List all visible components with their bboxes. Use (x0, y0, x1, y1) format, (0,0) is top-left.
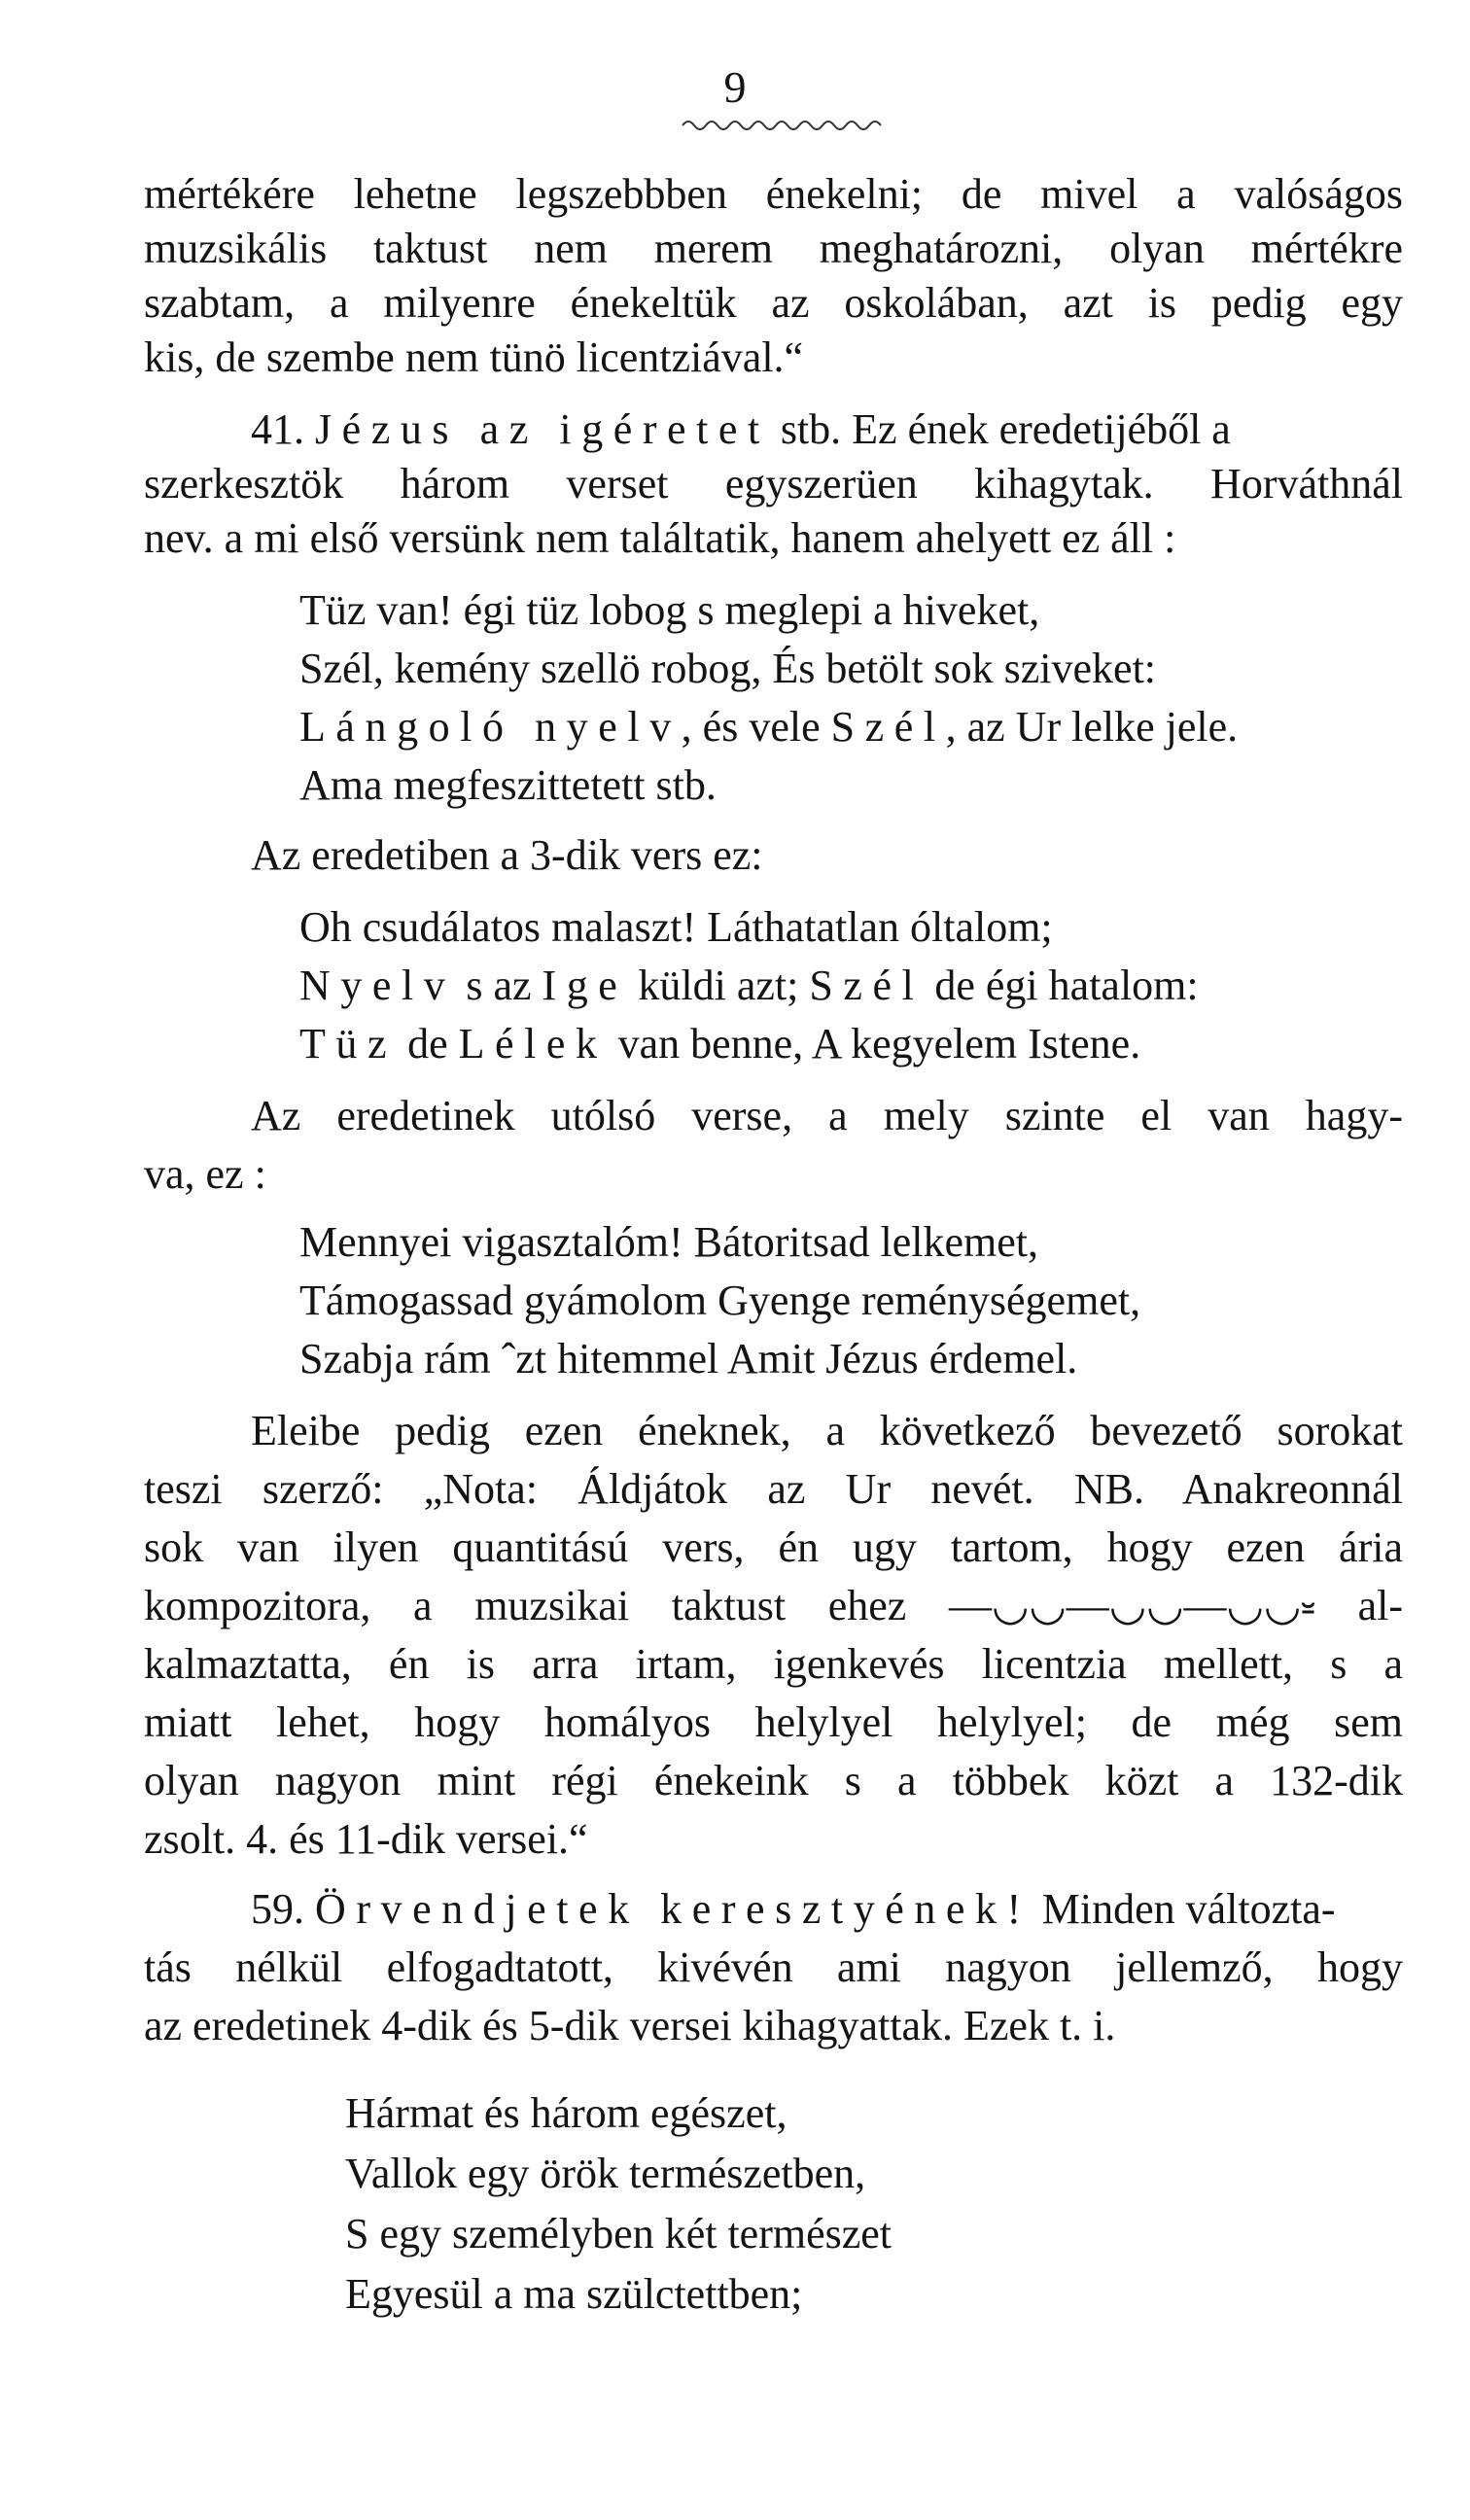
verse-line: Ama megfeszittetett stb. (299, 761, 717, 809)
verse-line: Szél, kemény szellö robog, És betölt sok sziveket: (299, 645, 1157, 692)
text-fragment: van benne, A kegyelem Istene. (607, 1020, 1141, 1068)
verse-line: Vallok egy örök természetben, (345, 2150, 866, 2197)
hymn-title: Örvendjetek keresztyének! (315, 1885, 1032, 1933)
text-line (144, 1579, 1403, 1633)
emphasis: Nyelv (299, 962, 456, 1009)
text-fragment: kompozitora, a muzsikai taktust ehez (144, 1582, 949, 1629)
emphasis: Lángoló nyelv (299, 703, 682, 751)
text-line: az eredetinek 4-dik és 5-dik versei kihagyattak. Ezek t. i. (144, 2002, 1116, 2049)
hymn-number: 41. (251, 405, 315, 453)
text-line: kalmaztatta, én is arra irtam, igenkevés licentzia mellett, s a (144, 1640, 1403, 1688)
verse-line: Egyesül a ma szülctettben; (345, 2270, 803, 2318)
text-line: szabtam, a milyenre énekeltük az oskolában, azt is pedig egy (144, 279, 1403, 327)
emphasis: Szél (809, 962, 925, 1009)
verse-line: Szabja rám ˆzt hitemmel Amit Jézus érdemel. (299, 1335, 1078, 1382)
text-line: szerkesztök három verset egyszerüen kihagytak. Horváthnál (144, 460, 1403, 508)
emphasis: Lélek (458, 1020, 608, 1068)
hymn-number: 59. (251, 1885, 315, 1933)
verse-line: Támogassad gyámolom Gyenge reménységemet, (299, 1277, 1141, 1324)
text-fragment: , és vele (681, 703, 831, 751)
text-line: olyan nagyon mint régi énekeink s a többek közt a 132-dik (144, 1757, 1403, 1804)
text-line: teszi szerző: „Nota: Áldjátok az Ur nevét. NB. Anakreonnál (144, 1465, 1403, 1513)
verse-line (299, 700, 1238, 754)
text-line: zsolt. 4. és 11-dik versei.“ (144, 1815, 588, 1863)
text-fragment: stb. Ez ének eredetijéből a (769, 405, 1231, 453)
text-line: miatt lehet, hogy homályos helylyel helylyel; de még sem (144, 1698, 1403, 1746)
verse-line (299, 1017, 1140, 1071)
text-line: muzsikális taktust nem merem meghatározni, olyan mértékre (144, 225, 1403, 272)
hymn-heading-41 (251, 402, 1231, 457)
text-fragment: Minden változta- (1031, 1885, 1336, 1933)
hymn-heading-59 (251, 1882, 1336, 1937)
metrical-scheme: —◡◡—◡◡—◡◡⏓ (948, 1582, 1315, 1629)
ornament-rule (681, 112, 885, 135)
verse-line: Oh csudálatos malaszt! Láthatatlan óltalom; (299, 903, 1053, 951)
text-line: Az eredetinek utólsó verse, a mely szinte el van hagy- (251, 1092, 1403, 1139)
text-line: Eleibe pedig ezen éneknek, a következő bevezető sorokat (251, 1407, 1403, 1454)
text-line: tás nélkül elfogadtatott, kivévén ami nagyon jellemző, hogy (144, 1943, 1403, 1991)
verse-line: Mennyei vigasztalóm! Bátoritsad lelkemet, (299, 1218, 1039, 1266)
emphasis: Tüz (299, 1020, 398, 1068)
text-fragment: de égi hatalom: (924, 962, 1199, 1009)
text-fragment: , az Ur lelke jele. (945, 703, 1239, 751)
text-line: va, ez : (144, 1150, 266, 1198)
verse-line (299, 959, 1199, 1013)
text-line: nev. a mi első versünk nem találtatik, hanem ahelyett ez áll : (144, 514, 1176, 562)
emphasis: Szél (830, 703, 946, 751)
text-line: mértékére lehetne legszebbben énekelni; de mivel a valóságos (144, 170, 1403, 218)
text-line: sok van ilyen quantitású vers, én ugy tartom, hogy ezen ária (144, 1523, 1403, 1571)
emphasis: Ige (542, 962, 628, 1009)
text-line: kis, de szembe nem tünö licentziával.“ (144, 333, 804, 381)
hymn-title: Jézus az igéretet (315, 405, 770, 453)
text-fragment: küldi azt; (627, 962, 810, 1009)
verse-line: Hármat és három egészet, (345, 2089, 788, 2137)
text-fragment: s az (455, 962, 542, 1009)
text-fragment: de (397, 1020, 459, 1068)
text-line: Az eredetiben a 3-dik vers ez: (251, 831, 763, 879)
verse-line: Tüz van! égi tüz lobog s meglepi a hiveket, (299, 586, 1040, 634)
page-number: 9 (723, 62, 747, 112)
text-fragment: al- (1314, 1582, 1404, 1629)
verse-line: S egy személyben két természet (345, 2210, 892, 2258)
